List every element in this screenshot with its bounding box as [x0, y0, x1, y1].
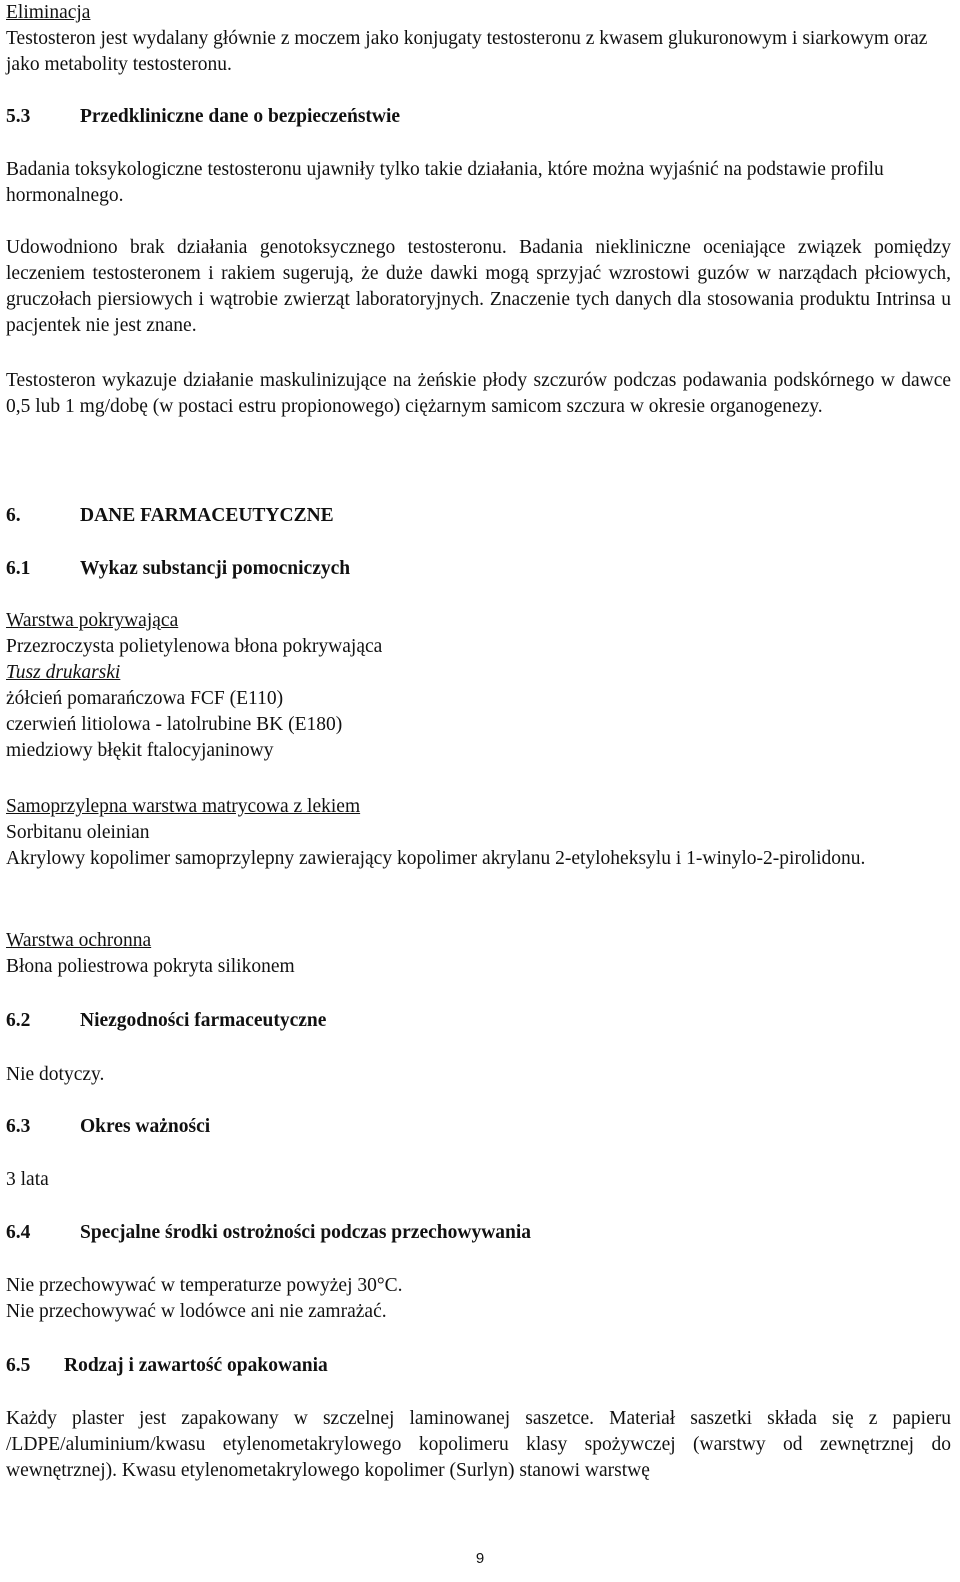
section-6-1-heading [6, 556, 951, 582]
matrix-layer-item: Akrylowy kopolimer samoprzylepny zawierający kopolimer akrylanu 2-etyloheksylu i 1-winylo-2-pirolidonu. [6, 848, 866, 869]
section-number: 6.5 [6, 1355, 31, 1376]
section-title: Wykaz substancji pomocniczych [80, 558, 351, 579]
excipients-list-part-1 [6, 608, 951, 764]
excipients-list-part-3 [6, 928, 951, 980]
matrix-layer-item: Sorbitanu oleinian [6, 822, 150, 843]
section-6-heading [6, 503, 951, 529]
preclinical-paragraph-1: Badania toksykologiczne testosteronu ujawniły tylko takie działania, które można wyjaśnić na podstawie profilu hormonalnego. [6, 159, 884, 206]
excipients-list-part-2 [6, 794, 951, 872]
ink-item: żółcień pomarańczowa FCF (E110) [6, 688, 284, 709]
section-title: Niezgodności farmaceutyczne [80, 1010, 327, 1031]
section-6-3-heading [6, 1114, 951, 1140]
page-number: 9 [475, 1550, 485, 1567]
section-title: Specjalne środki ostrożności podczas przechowywania [80, 1222, 532, 1243]
elimination-text: Testosteron jest wydalany głównie z moczem jako konjugaty testosteronu z kwasem glukuronowym i siarkowym oraz jako metabolity testosteronu. [6, 28, 928, 75]
section-number: 6.4 [6, 1222, 31, 1243]
storage-line: Nie przechowywać w temperaturze powyżej 30°C. [6, 1275, 403, 1296]
storage-line: Nie przechowywać w lodówce ani nie zamrażać. [6, 1301, 387, 1322]
covering-layer-title: Warstwa pokrywająca [6, 610, 179, 631]
ink-item: miedziowy błękit ftalocyjaninowy [6, 740, 274, 761]
shelf-life-text: 3 lata [6, 1169, 49, 1190]
section-6-5-heading [6, 1353, 951, 1379]
protective-layer-item: Błona poliestrowa pokryta silikonem [6, 956, 295, 977]
section-6-2-heading [6, 1008, 951, 1034]
section-6-4-heading [6, 1220, 951, 1246]
section-title: Przedkliniczne dane o bezpieczeństwie [80, 106, 401, 127]
section-number: 6.3 [6, 1116, 31, 1137]
section-number: 5.3 [6, 106, 31, 127]
section-title: Rodzaj i zawartość opakowania [64, 1355, 328, 1376]
incompatibilities-text: Nie dotyczy. [6, 1064, 105, 1085]
elimination-heading: Eliminacja [6, 2, 91, 23]
matrix-layer-title: Samoprzylepna warstwa matrycowa z lekiem [6, 796, 361, 817]
preclinical-paragraph-2: Udowodniono brak działania genotoksycznego testosteronu. Badania niekliniczne oceniające związek pomiędzy leczeniem testosteronem i rakiem sugerują, że duże dawki mogą sprzyjać wzrostowi guzów w narządach płciowych, gruczołach piersiowych i wątrobie zwierząt laboratoryjnych. Znaczenie tych danych dla stosowania produktu Intrinsa u pacjentek nie jest znane. [6, 237, 951, 336]
section-number: 6.2 [6, 1010, 31, 1031]
section-number: 6. [6, 505, 21, 526]
section-number: 6.1 [6, 558, 31, 579]
section-title: DANE FARMACEUTYCZNE [80, 505, 334, 526]
storage-text [6, 1273, 951, 1325]
section-5-3-heading [6, 104, 951, 130]
printing-ink-title: Tusz drukarski [6, 662, 121, 683]
protective-layer-title: Warstwa ochronna [6, 930, 152, 951]
section-title: Okres ważności [80, 1116, 211, 1137]
packaging-text: Każdy plaster jest zapakowany w szczelnej laminowanej saszetce. Materiał saszetki składa się z papieru /LDPE/aluminium/kwasu etylenometakrylowego kopolimeru klasy spożywczej (warstwy od zewnętrznej do wewnętrznej). Kwasu etylenometakrylowego kopolimer (Surlyn) stanowi warstwę [6, 1408, 951, 1481]
elimination-section [6, 0, 951, 78]
covering-layer-item: Przezroczysta polietylenowa błona pokrywająca [6, 636, 383, 657]
ink-item: czerwień litiolowa - latolrubine BK (E180) [6, 714, 343, 735]
preclinical-paragraph-3: Testosteron wykazuje działanie maskulinizujące na żeńskie płody szczurów podczas podawania podskórnego w dawce 0,5 lub 1 mg/dobę (w postaci estru propionowego) ciężarnym samicom szczura w okresie organogenezy. [6, 370, 951, 417]
